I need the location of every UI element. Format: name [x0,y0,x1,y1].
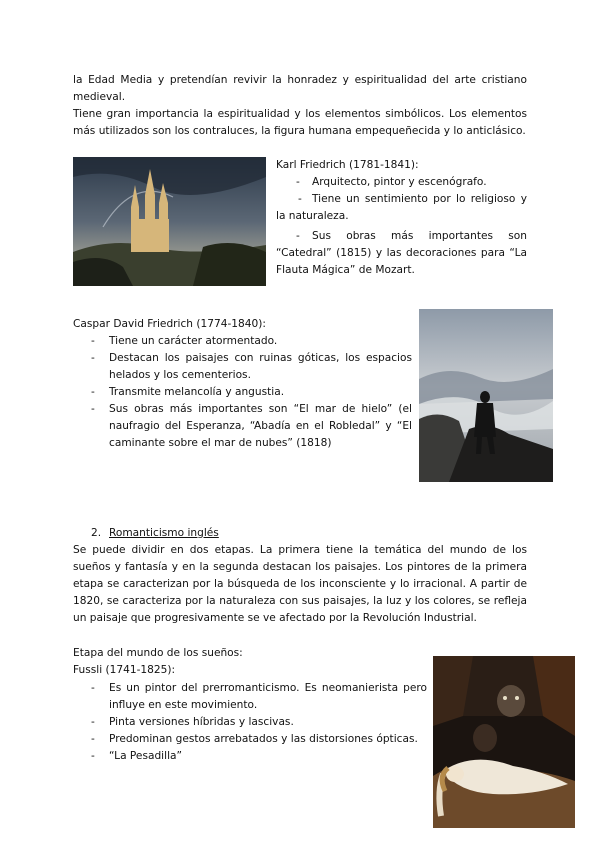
intro-paragraph-1: la Edad Media y pretendían revivir la honradez y espiritualidad del arte cristiano medieval. [73,74,527,103]
caspar-bullet-1-dash: - [91,335,95,347]
caspar-bullet-1: Tiene un carácter atormentado. [109,335,278,347]
suenos-title: Etapa del mundo de los sueños: [73,647,243,659]
karl-bullet-2: Tiene un sentimiento por lo religioso y la naturaleza. [276,193,527,222]
section-2-heading-text: Romanticismo inglés [109,527,219,539]
fussli-bullet-4: “La Pesadilla” [109,750,182,762]
fussli-bullet-1-dash: - [91,682,95,694]
caspar-bullet-3-dash: - [91,386,95,398]
fussli-bullet-3-dash: - [91,733,95,745]
karl-bullet-3: Sus obras más importantes son “Catedral” (1815) y las decoraciones para “La Flauta Mágica” de Mozart. [276,230,527,276]
caspar-bullet-2: Destacan los paisajes con ruinas góticas, los espacios helados y los cementerios. [109,352,412,381]
karl-bullet-2-dash: - [298,193,302,205]
nightmare-painting-image [433,656,575,828]
fussli-title: Fussli (1741-1825): [73,664,176,676]
fussli-bullet-2: Pinta versiones híbridas y lascivas. [109,716,294,728]
karl-friedrich-title: Karl Friedrich (1781-1841): [276,159,419,171]
intro-paragraph-2: Tiene gran importancia la espiritualidad y los elementos simbólicos. Los elementos más utilizados son los contraluces, la figura humana empequeñecida y lo anticlásico. [73,108,527,137]
caspar-bullet-3: Transmite melancolía y angustia. [109,386,285,398]
karl-bullet-1-dash: - [296,176,300,188]
wanderer-painting-image [419,309,553,482]
caspar-bullet-4: Sus obras más importantes son “El mar de hielo” (el naufragio del Esperanza, “Abadía en el Robledal” y “El caminante sobre el mar de nubes” (1818) [109,403,412,449]
caspar-bullet-2-dash: - [91,352,95,364]
section-2-body: Se puede dividir en dos etapas. La primera tiene la temática del mundo de los sueños y fantasía y en la segunda destacan los paisajes. Los pintores de la primera etapa se caracterizan por la búsqueda de los inconsciente y lo irracional. A partir de 1820, se caracteriza por la naturaleza con sus paisajes, la luz y los colores, se refleja un paisaje que progresivamente se ve afectado por la Revolución Industrial. [73,544,527,624]
fussli-bullet-3: Predominan gestos arrebatados y las distorsiones ópticas. [109,733,418,745]
fussli-bullet-1: Es un pintor del prerromanticismo. Es neomanierista pero influye en este movimiento. [109,682,427,711]
section-2-number: 2. [91,527,102,539]
caspar-bullet-4-dash: - [91,403,95,415]
caspar-friedrich-title: Caspar David Friedrich (1774-1840): [73,318,266,330]
fussli-bullet-4-dash: - [91,750,95,762]
karl-bullet-3-dash: - [296,230,300,242]
section-2-heading [109,525,219,542]
fussli-bullet-2-dash: - [91,716,95,728]
karl-bullet-1: Arquitecto, pintor y escenógrafo. [312,176,487,188]
cathedral-painting-image [73,157,266,286]
